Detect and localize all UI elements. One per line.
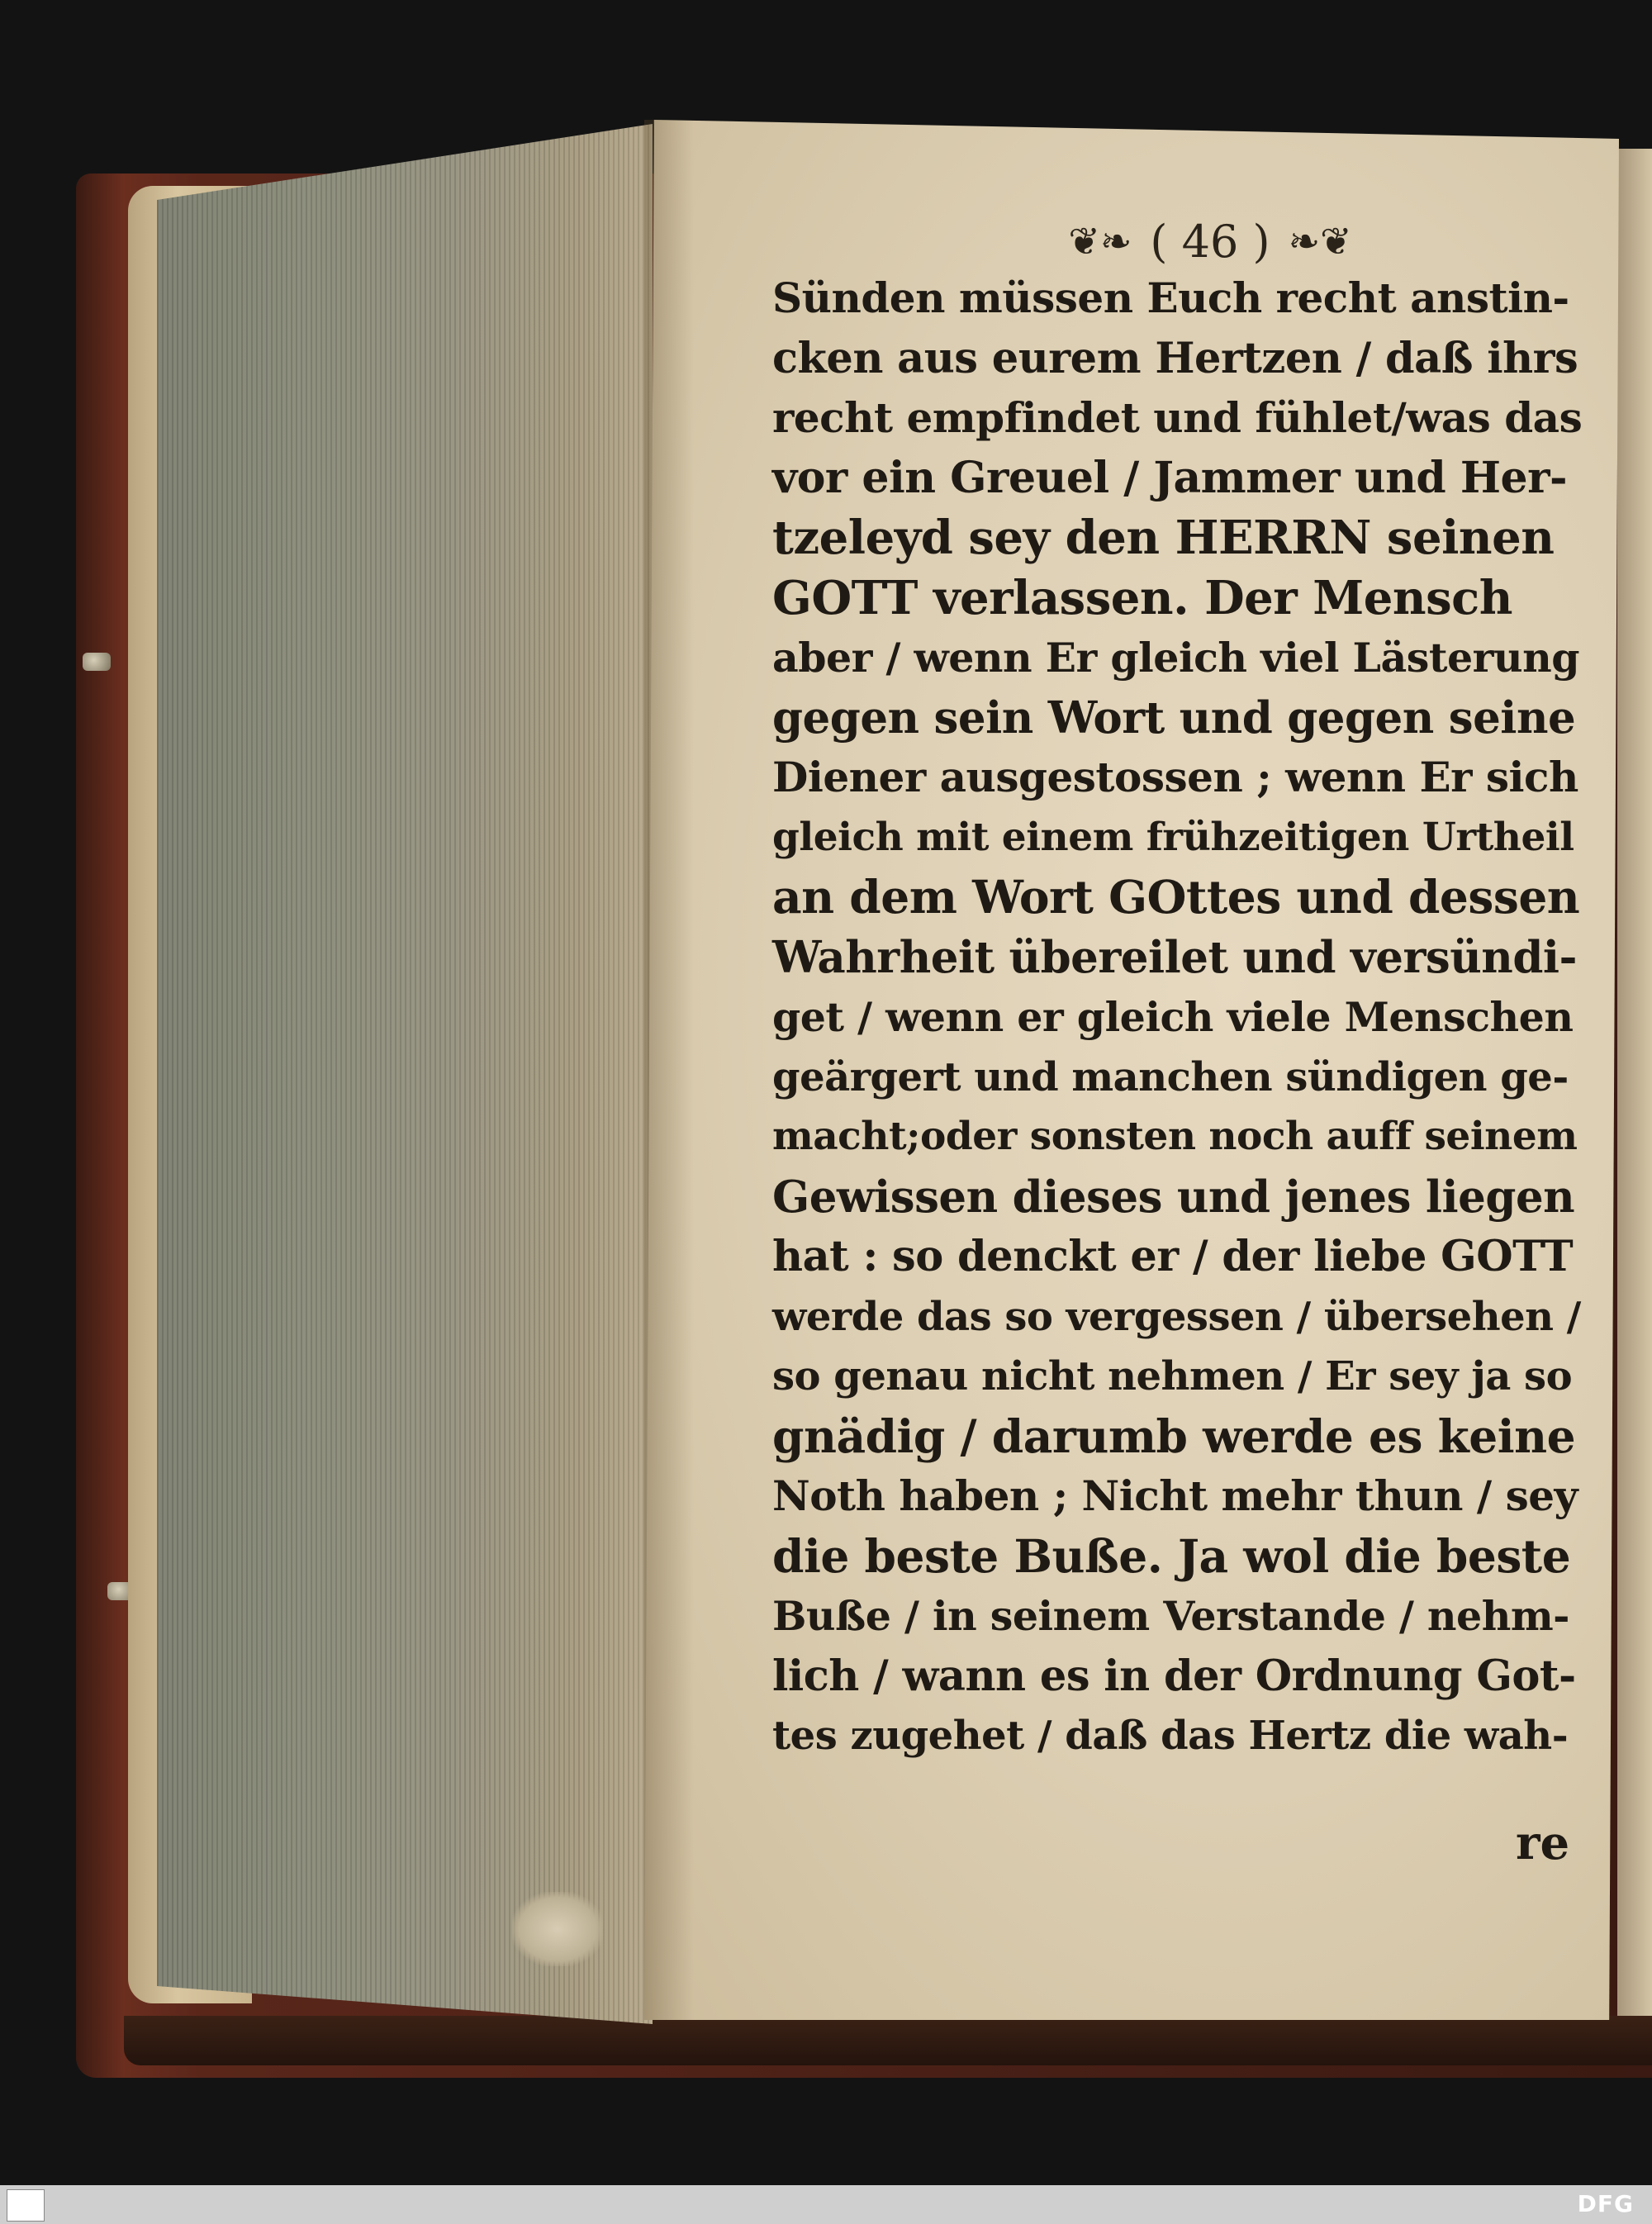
text-line: get / wenn er gleich viele Menschen	[772, 993, 1574, 1041]
page-number: ( 46 )	[1150, 215, 1270, 268]
page-header	[1032, 216, 1388, 266]
text-line: recht empfindet und fühlet/was das	[772, 393, 1583, 442]
text-line: Buße / in seinem Verstande / nehm-	[772, 1592, 1570, 1640]
gutter-shadow	[644, 120, 694, 2020]
text-line: lich / wann es in der Ordnung Got-	[772, 1651, 1576, 1701]
book-cover-bottom-edge	[124, 2016, 1652, 2065]
ornament-left-icon: ❦❧	[1068, 219, 1132, 264]
text-line: die beste Buße. Ja wol die beste	[772, 1528, 1571, 1583]
page-edge-damage	[512, 1892, 603, 1966]
text-line: Noth haben ; Nicht mehr thun / sey	[772, 1471, 1578, 1520]
text-line: gnädig / darumb werde es keine	[772, 1409, 1576, 1463]
viewer-footer	[0, 2185, 1652, 2224]
text-line: Gewissen dieses und jenes liegen	[772, 1171, 1575, 1223]
text-line: aber / wenn Er gleich viel Lästerung	[772, 634, 1579, 682]
text-line: gleich mit einem frühzeitigen Urtheil	[772, 814, 1574, 860]
ornament-right-icon: ❧❦	[1288, 219, 1352, 264]
text-line: Diener ausgestossen ; wenn Er sich	[772, 753, 1578, 801]
text-line: Wahrheit übereilet und versündi-	[772, 931, 1578, 983]
text-line: so genau nicht nehmen / Er sey ja so	[772, 1353, 1573, 1400]
catchword: re	[1516, 1816, 1570, 1870]
text-line: GOTT verlassen. Der Mensch	[772, 570, 1512, 625]
library-logo-icon	[7, 2189, 45, 2222]
text-line: tes zugehet / daß das Hertz die wah-	[772, 1713, 1569, 1759]
page-block-edges	[157, 124, 653, 2024]
dfg-logo: DFG	[1577, 2190, 1634, 2217]
text-line: hat : so denckt er / der liebe GOTT	[772, 1232, 1574, 1281]
text-line: tzeleyd sey den HERRN seinen	[772, 511, 1555, 565]
text-line: Sünden müssen Euch recht anstin-	[772, 273, 1569, 322]
text-line: macht;oder sonsten noch auff seinem	[772, 1114, 1578, 1159]
text-line: vor ein Greuel / Jammer und Her-	[772, 452, 1568, 503]
text-line: werde das so vergessen / übersehen /	[772, 1293, 1581, 1340]
text-line: an dem Wort GOttes und dessen	[772, 870, 1580, 924]
text-line: geärgert und manchen sündigen ge-	[772, 1053, 1569, 1100]
text-line: gegen sein Wort und gegen seine	[772, 691, 1576, 744]
next-leaf-edge	[1617, 149, 1652, 2016]
clasp-pin-icon	[83, 653, 111, 671]
text-line: cken aus eurem Hertzen / daß ihrs	[772, 333, 1578, 383]
page-text	[772, 268, 1582, 1766]
